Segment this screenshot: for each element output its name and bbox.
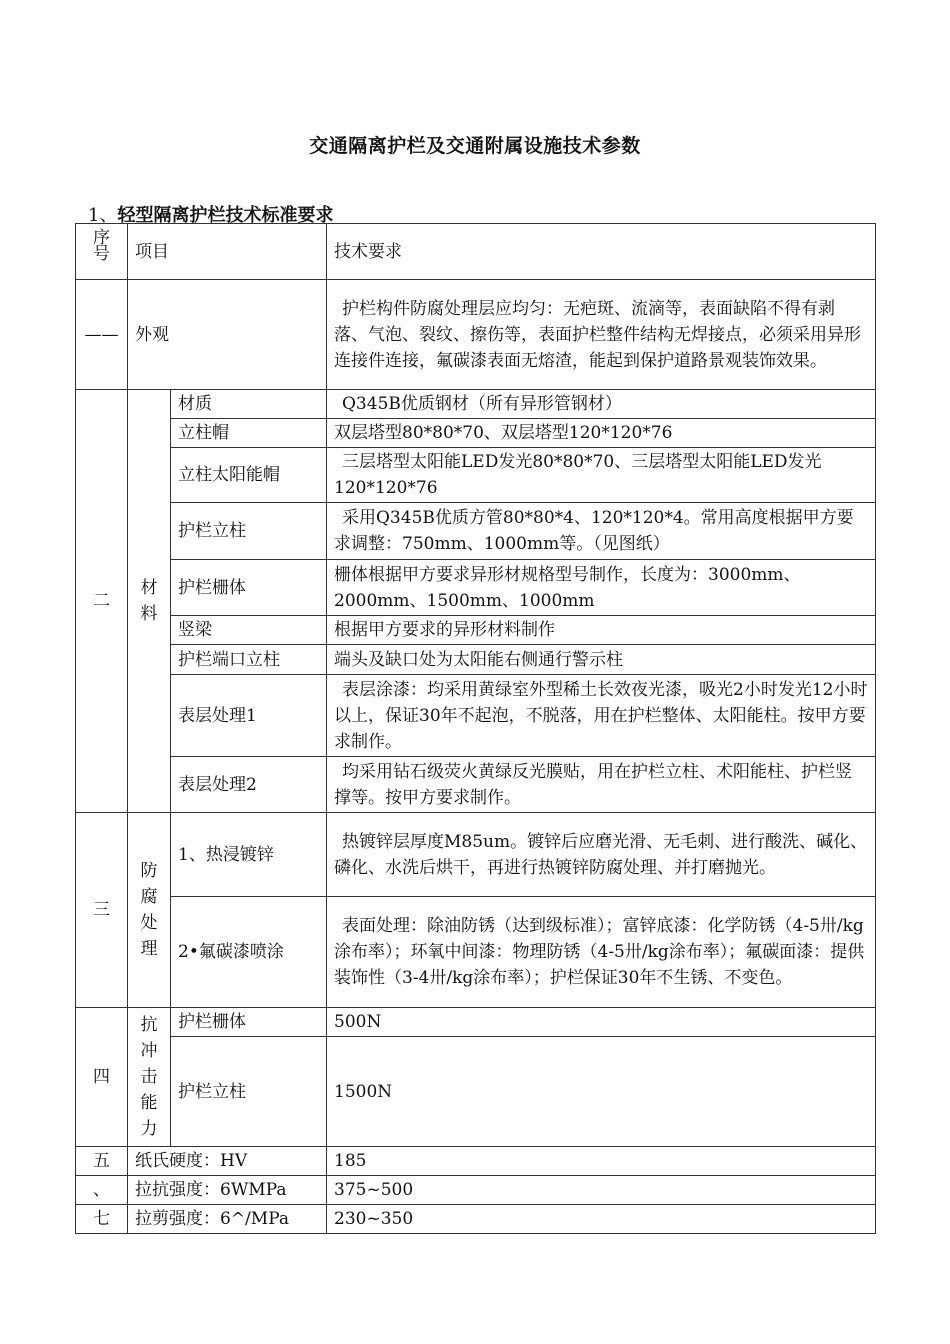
item-cell: 纸氏硬度：HV [128,1147,327,1176]
item-cell: 立柱太阳能帽 [171,448,327,503]
requirement-cell: Q345B优质钢材（所有异形管钢材） [327,390,876,419]
table-row [76,616,876,645]
item-cell: 立柱帽 [171,419,327,448]
requirement-cell: 500N [327,1008,876,1037]
item-cell: 护栏端口立柱 [171,645,327,675]
table-row [76,1176,876,1205]
table-row [76,897,876,1008]
requirement-cell: 230~350 [327,1205,876,1234]
table-row [76,419,876,448]
requirement-cell: 1500N [327,1037,876,1147]
item-cell: 1、热浸镀锌 [171,813,327,897]
item-cell: 2•氟碳漆喷涂 [171,897,327,1008]
requirement-cell: 根据甲方要求的异形材料制作 [327,616,876,645]
item-cell: 表层处理2 [171,757,327,813]
spec-table [75,223,876,1234]
group-cell: 抗冲击能力 [128,1008,171,1147]
seq-cell: 二 [76,390,128,813]
section-title: 轻型隔离护栏技术标准要求 [117,205,334,226]
section-number: 1、 [88,205,118,226]
item-cell: 拉抗强度：6WMPa [128,1176,327,1205]
seq-cell: 、 [76,1176,128,1205]
requirement-cell: 表层涂漆：均采用黄绿室外型稀土长效夜光漆，吸光2小时发光12小时以上，保证30年不起泡，不脱落，用在护栏整体、太阳能柱。按甲方要求制作。 [327,675,876,757]
table-row [76,503,876,560]
header-item: 项目 [128,224,327,280]
requirement-cell: 三层塔型太阳能LED发光80*80*70、三层塔型太阳能LED发光120*120*76 [327,448,876,503]
requirement-cell: 护栏构件防腐处理层应均匀：无疤斑、流滴等，表面缺陷不得有剥落、气泡、裂纹、擦伤等，表面护栏整件结构无焊接点，必须采用异形连接件连接，氟碳漆表面无熔渣，能起到保护道路景观装饰效果。 [327,280,876,390]
table-row [76,813,876,897]
header-requirement: 技术要求 [327,224,876,280]
seq-cell: 三 [76,813,128,1008]
item-cell: 表层处理1 [171,675,327,757]
requirement-cell: 均采用钻石级荧火黄绿反光膜贴，用在护栏立柱、术阳能柱、护栏竖撑等。按甲方要求制作。 [327,757,876,813]
requirement-cell: 热镀锌层厚度M85um。镀锌后应磨光滑、无毛刺、进行酸洗、碱化、磷化、水洗后烘干，再进行热镀锌防腐处理、并打磨抛光。 [327,813,876,897]
table-row-appearance [76,280,876,390]
table-row [76,1147,876,1176]
seq-cell: 五 [76,1147,128,1176]
seq-cell: 四 [76,1008,128,1147]
group-cell: 材料 [128,390,171,813]
table-row [76,1205,876,1234]
item-cell: 材质 [171,390,327,419]
requirement-cell: 栅体根据甲方要求异形材规格型号制作，长度为：3000mm、2000mm、1500mm、1000mm [327,560,876,616]
seq-cell: —— [76,280,128,390]
requirement-cell: 采用Q345B优质方管80*80*4、120*120*4。常用高度根据甲方要求调整：750mm、1000mm等。（见图纸） [327,503,876,560]
group-cell: 防腐处理 [128,813,171,1008]
item-cell: 护栏栅体 [171,1008,327,1037]
seq-cell: 七 [76,1205,128,1234]
table-row [76,448,876,503]
item-cell: 拉剪强度：6^/MPa [128,1205,327,1234]
requirement-cell: 185 [327,1147,876,1176]
header-seq: 序号 [76,224,128,280]
requirement-cell: 375~500 [327,1176,876,1205]
table-row [76,757,876,813]
table-row [76,1008,876,1037]
item-cell: 护栏立柱 [171,503,327,560]
item-cell: 外观 [128,280,327,390]
document-title: 交通隔离护栏及交通附属设施技术参数 [309,135,641,157]
item-cell: 护栏立柱 [171,1037,327,1147]
table-row [76,645,876,675]
requirement-cell: 表面处理：除油防锈（达到级标准）；富锌底漆：化学防锈（4-5卅/kg涂布率）；环氧中间漆：物理防锈（4-5卅/kg涂布率）；氟碳面漆：提供装饰性（3-4卅/kg涂布率）；护栏保证30年不生锈、不变色。 [327,897,876,1008]
item-cell: 护栏栅体 [171,560,327,616]
item-cell: 竖梁 [171,616,327,645]
table-header-row [76,224,876,280]
table-row [76,675,876,757]
table-row [76,390,876,419]
requirement-cell: 双层塔型80*80*70、双层塔型120*120*76 [327,419,876,448]
table-row [76,560,876,616]
requirement-cell: 端头及缺口处为太阳能右侧通行警示柱 [327,645,876,675]
table-row [76,1037,876,1147]
